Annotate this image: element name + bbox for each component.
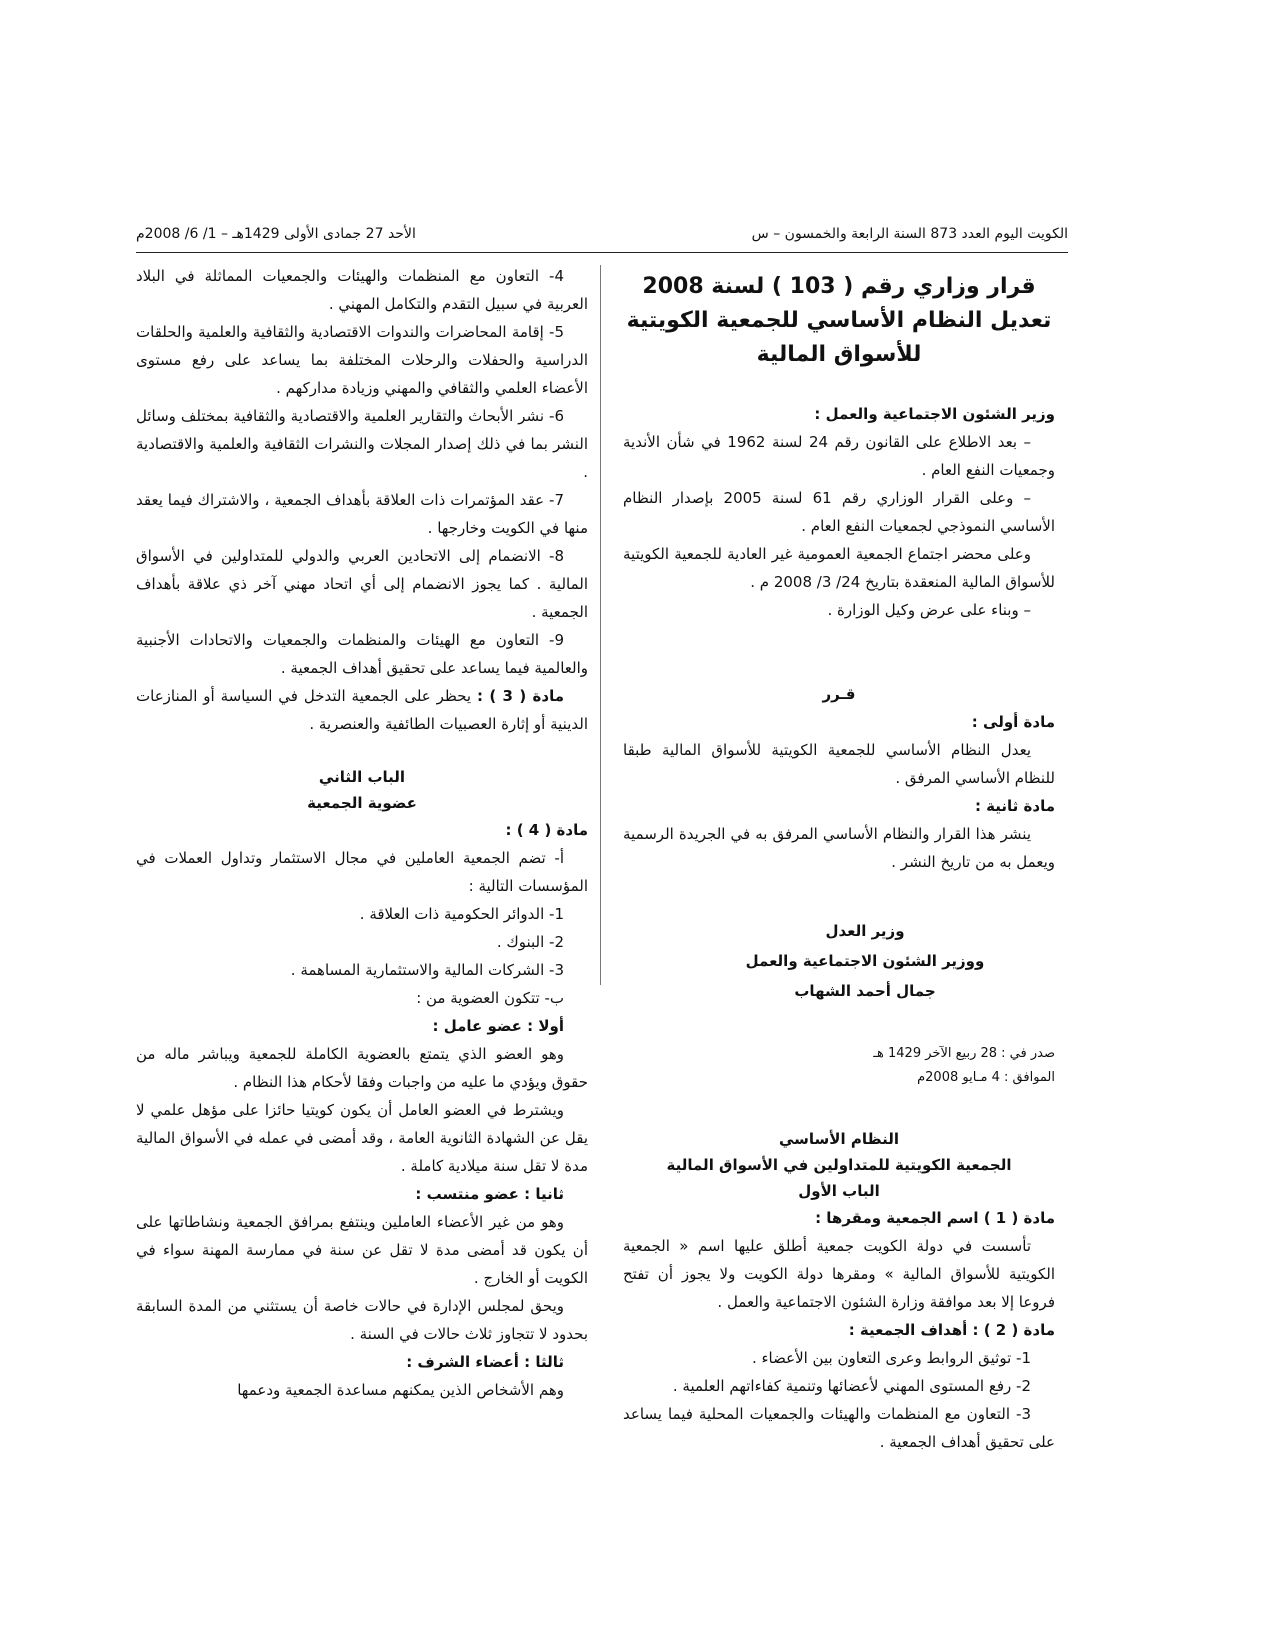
objective-item: 7- عقد المؤتمرات ذات العلاقة بأهداف الجمعية ، والاشتراك فيما يعقد منها في الكويت وخارجها . xyxy=(136,491,588,537)
right-column xyxy=(623,262,1055,1456)
article-4-a: أ- تضم الجمعية العاملين في مجال الاستثمار وتداول العملات في المؤسسات التالية : xyxy=(136,849,588,895)
article-second-label: مادة ثانية : xyxy=(974,797,1055,815)
member-working-label: أولا : عضو عامل : xyxy=(432,1017,564,1035)
preamble-clause: وعلى محضر اجتماع الجمعية العمومية غير العادية للجمعية الكويتية للأسواق المالية المنعقدة بتاريخ 24/ 3/ 2008 م . xyxy=(623,545,1055,591)
bylaws-heading-line: الجمعية الكويتية للمتداولين في الأسواق المالية xyxy=(666,1156,1012,1174)
chapter-two-subtitle: عضوية الجمعية xyxy=(307,794,417,812)
member-honorary-label: ثالثا : أعضاء الشرف : xyxy=(406,1353,564,1371)
decree-title-line: قرار وزاري رقم ( 103 ) لسنة 2008 xyxy=(642,274,1036,299)
objective-item: 5- إقامة المحاضرات والندوات الاقتصادية والثقافية والعلمية والحلقات الدراسية والحفلات والرحلات المختلفة بما يساعد على رفع مستوى الأعضاء العلمي والثقافي والمهني وزيادة مداركهم . xyxy=(136,323,588,397)
objective-item: 9- التعاون مع الهيئات والمنظمات والجمعيات والاتحادات الأجنبية والعالمية فيما يساعد على تحقيق أهداف الجمعية . xyxy=(136,631,588,677)
left-column xyxy=(136,262,588,1404)
chapter-two-heading xyxy=(136,764,588,816)
article-4-b: ب- تتكون العضوية من : xyxy=(416,989,564,1007)
article-2-item: 2- رفع المستوى المهني لأعضائها وتنمية كفاءاتهم العلمية . xyxy=(672,1377,1031,1395)
signature-block xyxy=(735,916,995,1006)
minister-heading: وزير الشئون الاجتماعية والعمل : xyxy=(814,405,1055,423)
issued-gregorian: الموافق : 4 مـايو 2008م xyxy=(917,1070,1055,1085)
signature-line: ووزير الشئون الاجتماعية والعمل xyxy=(745,952,985,970)
member-working-condition: ويشترط في العضو العامل أن يكون كويتيا حائزا على مؤهل علمي لا يقل عن الشهادة الثانوية العامة ، وقد أمضى في عمله في الأسواق المالية مدة لا تقل سنة ميلادية كاملة . xyxy=(136,1101,588,1175)
article-3-label: مادة ( 3 ) : xyxy=(476,687,564,705)
article-first-label: مادة أولى : xyxy=(971,713,1055,731)
article-first-text: يعدل النظام الأساسي للجمعية الكويتية للأسواق المالية طبقا للنظام الأساسي المرفق . xyxy=(623,741,1055,787)
issued-hijri: صدر في : 28 ربيع الآخر 1429 هـ xyxy=(873,1046,1055,1061)
member-honorary-text: وهم الأشخاص الذين يمكنهم مساعدة الجمعية ودعمها xyxy=(237,1381,564,1399)
objective-item: 6- نشر الأبحاث والتقارير العلمية والاقتصادية والثقافية بمختلف وسائل النشر بما في ذلك إصدار المجلات والنشرات الثقافية والعلمية والاقتصادية . xyxy=(136,407,588,481)
header-date: الأحد 27 جمادى الأولى 1429هـ – 1/ 6/ 2008م xyxy=(136,226,416,242)
signature-line: وزير العدل xyxy=(825,922,905,940)
running-header xyxy=(136,226,1068,252)
bylaws-heading xyxy=(623,1126,1055,1204)
header-issue-info: الكويت اليوم العدد 873 السنة الرابعة والخمسون – س xyxy=(751,226,1068,242)
member-affiliate-text: وهو من غير الأعضاء العاملين وينتفع بمرافق الجمعية ونشاطاتها على أن يكون قد أمضى مدة لا تقل عن سنة في ممارسة المهنة سواء في الكويت أو الخارج . xyxy=(136,1213,588,1287)
decree-title-line: للأسواق المالية xyxy=(756,342,922,367)
chapter-two-title: الباب الثاني xyxy=(318,768,406,786)
decree-title xyxy=(623,270,1055,372)
member-affiliate-exception: ويحق لمجلس الإدارة في حالات خاصة أن يستثني من المدة السابقة بحدود لا تتجاوز ثلاث حالات في السنة . xyxy=(136,1297,588,1343)
decree-title-line: تعديل النظام الأساسي للجمعية الكويتية xyxy=(626,308,1052,333)
preamble-clause: – بعد الاطلاع على القانون رقم 24 لسنة 1962 في شأن الأندية وجمعيات النفع العام . xyxy=(623,433,1055,479)
article-4-a-item: 1- الدوائر الحكومية ذات العلاقة . xyxy=(359,905,564,923)
article-1-label: مادة ( 1 ) اسم الجمعية ومقرها : xyxy=(815,1209,1055,1227)
objective-item: 8- الانضمام إلى الاتحادين العربي والدولي للمتداولين في الأسواق المالية . كما يجوز الانضمام إلى أي اتحاد مهني آخر ذي علاقة بأهداف الجمعية . xyxy=(136,547,588,621)
objective-item: 4- التعاون مع المنظمات والهيئات والجمعيات المماثلة في البلاد العربية في سبيل التقدم والتكامل المهني . xyxy=(136,267,588,313)
bylaws-heading-line: الباب الأول xyxy=(798,1182,880,1200)
article-3-text: يحظر على الجمعية التدخل في السياسة أو المنازعات الدينية أو إثارة العصبيات الطائفية والعنصرية . xyxy=(136,687,588,733)
article-2-item: 3- التعاون مع المنظمات والهيئات والجمعيات المحلية فيما يساعد على تحقيق أهداف الجمعية . xyxy=(623,1405,1055,1451)
article-4-a-item: 2- البنوك . xyxy=(496,933,564,951)
article-1-text: تأسست في دولة الكويت جمعية أطلق عليها اسم « الجمعية الكويتية للأسواق المالية » ومقرها دولة الكويت ولا يجوز أن تفتح فروعا إلا بعد موافقة وزارة الشئون الاجتماعية والعمل . xyxy=(623,1237,1055,1311)
bylaws-heading-line: النظام الأساسي xyxy=(779,1130,899,1148)
article-2-item: 1- توثيق الروابط وعرى التعاون بين الأعضاء . xyxy=(751,1349,1031,1367)
article-2-label: مادة ( 2 ) : أهداف الجمعية : xyxy=(848,1321,1055,1339)
decision-word: قـرر xyxy=(822,685,856,703)
article-4-label: مادة ( 4 ) : xyxy=(505,821,588,839)
article-3 xyxy=(136,682,588,738)
member-affiliate-label: ثانيا : عضو منتسب : xyxy=(415,1185,564,1203)
header-rule xyxy=(136,252,1068,253)
article-second-text: ينشر هذا القرار والنظام الأساسي المرفق به في الجريدة الرسمية ويعمل به من تاريخ النشر . xyxy=(623,825,1055,871)
issue-date-block xyxy=(623,1042,1055,1090)
column-divider xyxy=(600,265,601,985)
preamble-clause: – وبناء على عرض وكيل الوزارة . xyxy=(827,601,1031,619)
preamble-clause: – وعلى القرار الوزاري رقم 61 لسنة 2005 بإصدار النظام الأساسي النموذجي لجمعيات النفع العام . xyxy=(623,489,1055,535)
signature-line: جمال أحمد الشهاب xyxy=(794,982,936,1000)
article-4-a-item: 3- الشركات المالية والاستثمارية المساهمة . xyxy=(290,961,564,979)
member-working-text: وهو العضو الذي يتمتع بالعضوية الكاملة للجمعية ويباشر ماله من حقوق ويؤدي ما عليه من واجبات وفقا لأحكام هذا النظام . xyxy=(136,1045,588,1091)
